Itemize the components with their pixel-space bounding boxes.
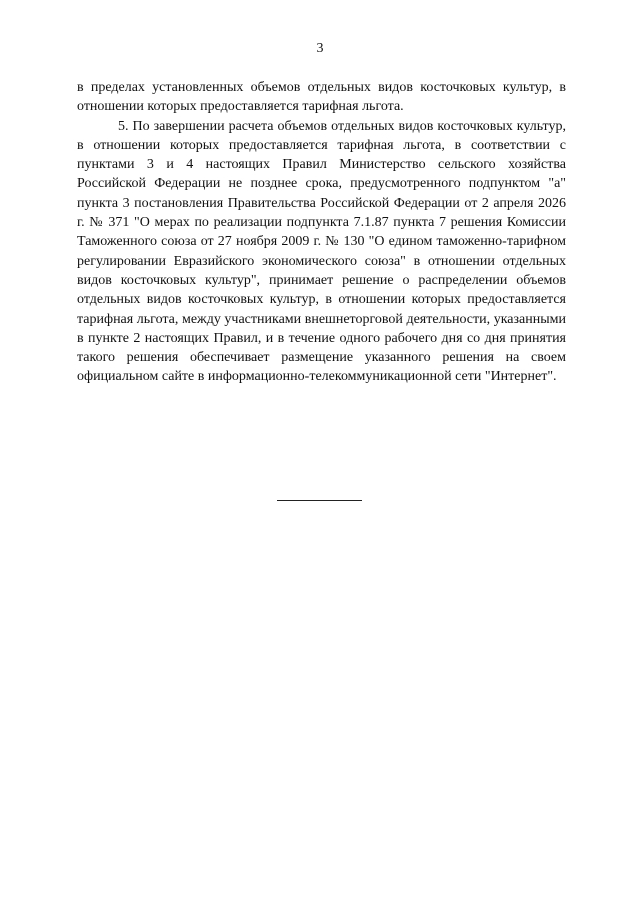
paragraph-continuation: в пределах установленных объемов отдельных видов косточковых культур, в отношении которых предоставляется тарифная льгота.: [77, 80, 566, 115]
end-of-document-rule: [277, 500, 362, 501]
document-body: [77, 78, 566, 387]
paragraph-5: 5. По завершении расчета объемов отдельных видов косточковых культур, в отношении которых предоставляется тарифная льгота, в соответствии с пунктами 3 и 4 настоящих Правил Министерство сельского хозяйства Российской Федерации не позднее срока, предусмотренного подпунктом "а" пункта 3 постановления Правительства Российской Федерации от 2 апреля 2026 г. № 371 "О мерах по реализации подпункта 7.1.87 пункта 7 решения Комиссии Таможенного союза от 27 ноября 2009 г. № 130 "О едином таможенно-тарифном регулировании Евразийского экономического союза" в отношении отдельных видов косточковых культур", принимает решение о распределении объемов отдельных видов косточковых культур, в отношении которых предоставляется тарифная льгота, между участниками внешнеторговой деятельности, указанными в пункте 2 настоящих Правил, и в течение одного рабочего дня со дня принятия такого решения обеспечивает размещение указанного решения на своем официальном сайте в информационно-телекоммуникационной сети "Интернет".: [77, 118, 566, 385]
page-number: 3: [316, 41, 324, 56]
